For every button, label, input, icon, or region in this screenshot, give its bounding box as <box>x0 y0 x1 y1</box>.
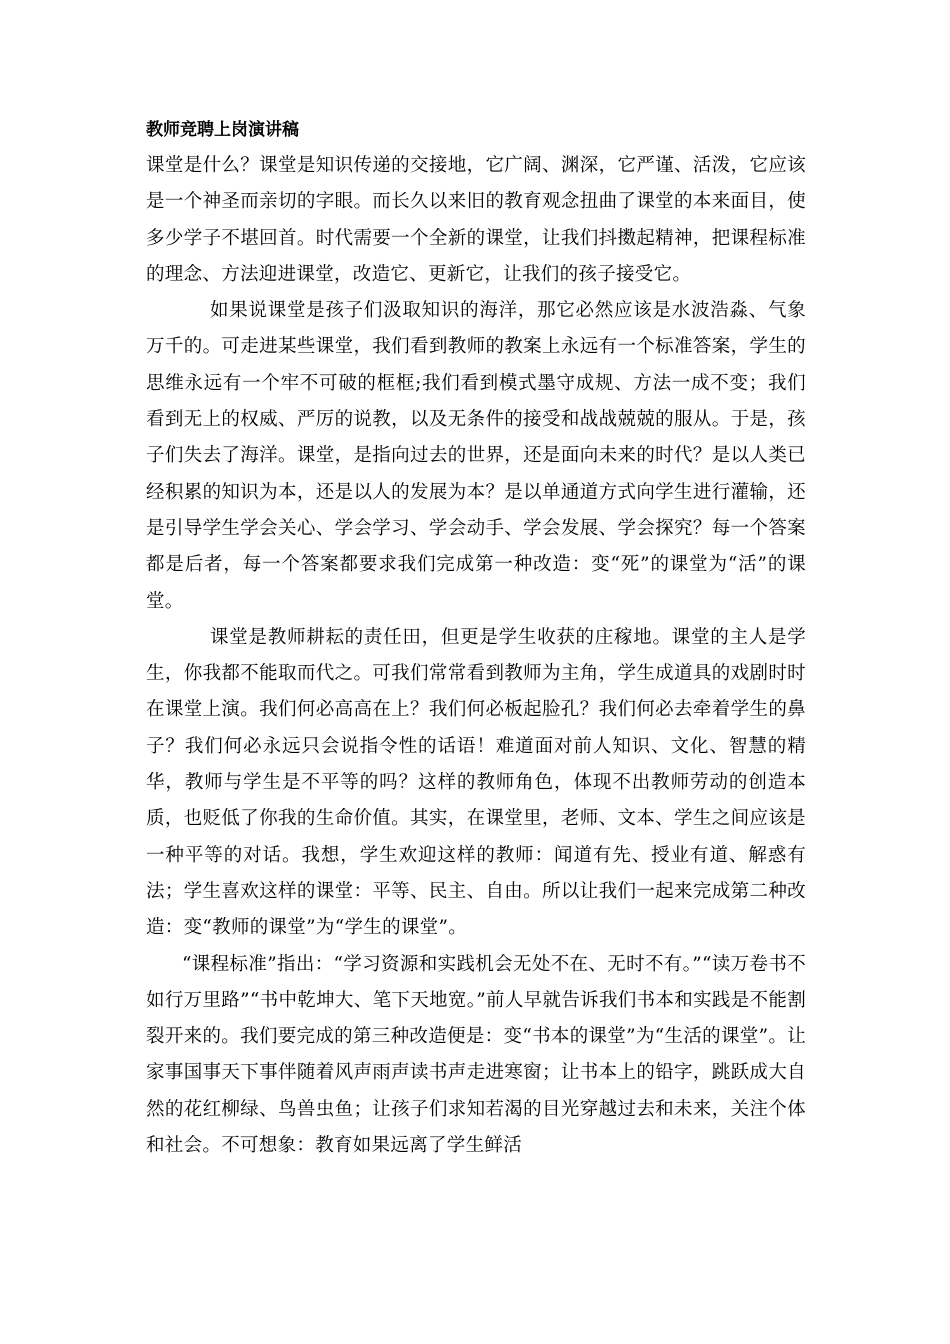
paragraph-3: 课堂是教师耕耘的责任田，但更是学生收获的庄稼地。课堂的主人是学生，你我都不能取而代之。可我们常常看到教师为主角，学生成道具的戏剧时时在课堂上演。我们何必高高在上？我们何必板起脸孔？我们何必去牵着学生的鼻子？我们何必永远只会说指令性的话语！难道面对前人知识、文化、智慧的精华，教师与学生是不平等的吗？这样的教师角色，体现不出教师劳动的创造本质，也贬低了你我的生命价值。其实，在课堂里，老师、文本、学生之间应该是一种平等的对话。我想，学生欢迎这样的教师：闻道有先、授业有道、解惑有法；学生喜欢这样的课堂：平等、民主、自由。所以让我们一起来完成第二种改造：变“教师的课堂”为“学生的课堂”。 <box>146 626 806 939</box>
paragraph-2: 如果说课堂是孩子们汲取知识的海洋，那它必然应该是水波浩淼、气象万千的。可走进某些课堂，我们看到教师的教案上永远有一个标准答案，学生的思维永远有一个牢不可破的框框;我们看到模式墨守成规、方法一成不变；我们看到无上的权威、严厉的说教，以及无条件的接受和战战兢兢的服从。于是，孩子们失去了海洋。课堂，是指向过去的世界，还是面向未来的时代？是以人类已经积累的知识为本，还是以人的发展为本？是以单通道方式向学生进行灌输，还是引导学生学会关心、学会学习、学会动手、学会发展、学会探究？每一个答案都是后者，每一个答案都要求我们完成第一种改造：变“死”的课堂为“活”的课堂。 <box>146 300 806 612</box>
document-title: 教师竞聘上岗演讲稿 <box>146 120 299 140</box>
document-body <box>146 112 806 1164</box>
paragraph-4: “课程标准”指出：“学习资源和实践机会无处不在、无时不有。”“读万卷书不如行万里路”“书中乾坤大、笔下天地宽。”前人早就告诉我们书本和实践是不能割裂开来的。我们要完成的第三种改造便是：变“书本的课堂”为“生活的课堂”。让家事国事天下事伴随着风声雨声读书声走进寒窗；让书本上的铅字，跳跃成大自然的花红柳绿、鸟兽虫鱼；让孩子们求知若渴的目光穿越过去和未来，关注个体和社会。不可想象：教育如果远离了学生鲜活 <box>146 953 806 1157</box>
paragraph-1: 课堂是什么？课堂是知识传递的交接地，它广阔、渊深，它严谨、活泼，它应该是一个神圣而亲切的字眼。而长久以来旧的教育观念扭曲了课堂的本来面目，使多少学子不堪回首。时代需要一个全新的课堂，让我们抖擞起精神，把课程标准的理念、方法迎进课堂，改造它、更新它，让我们的孩子接受它。 <box>146 155 806 285</box>
